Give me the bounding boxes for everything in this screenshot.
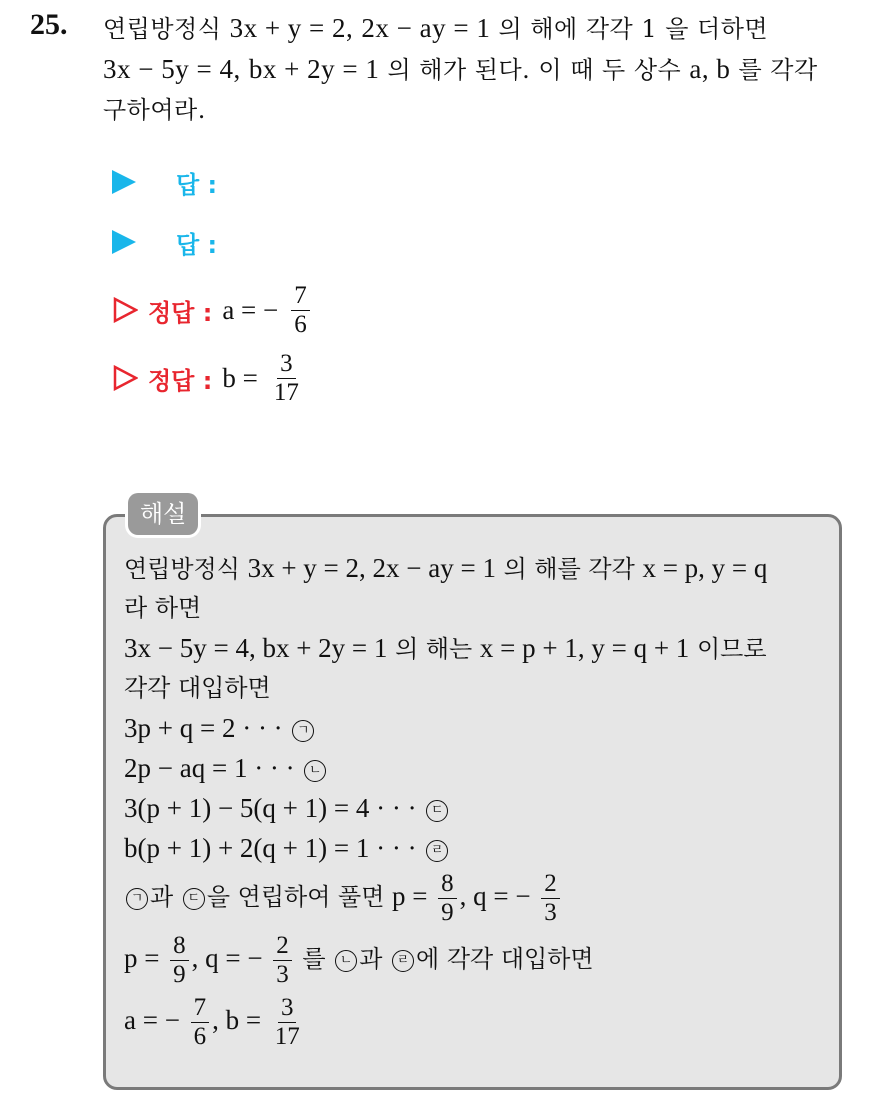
solution-tab-label: 해설	[128, 493, 198, 535]
equation: b(p + 1) + 2(q + 1) = 1 · · ·	[124, 833, 417, 863]
circled-mark-3: ㄷ	[426, 800, 448, 822]
numerator: 2	[541, 870, 560, 899]
numerator: 3	[277, 350, 296, 379]
equation: 2x − ay = 1	[361, 13, 491, 43]
correct-answer-row-b	[112, 350, 305, 406]
equation-line-4	[124, 828, 834, 868]
numerator: 7	[191, 994, 210, 1023]
solution-line: 라 하면	[124, 594, 202, 622]
outline-triangle-icon	[112, 297, 138, 323]
denominator: 9	[173, 961, 186, 988]
problem-text-part: 의 해에 각각 1 을 더하면	[498, 15, 769, 43]
play-triangle-icon	[112, 170, 136, 194]
numerator: 7	[291, 282, 310, 311]
solution-line-result	[124, 992, 834, 1048]
numerator: 8	[170, 932, 189, 961]
equation: 2p − aq = 1 · · ·	[124, 753, 295, 783]
equation: , q = −	[459, 881, 531, 911]
equation: p =	[124, 943, 160, 973]
correct-answer-label: 정답 :	[148, 366, 213, 395]
equation: 3x + y = 2,	[229, 13, 354, 43]
circled-mark-2: ㄴ	[335, 950, 357, 972]
correct-answer-row-a	[112, 282, 313, 338]
answer-row-1	[112, 162, 217, 202]
circled-mark-4: ㄹ	[392, 950, 414, 972]
solution-text: 연립방정식	[124, 555, 240, 583]
circled-mark-3: ㄷ	[183, 888, 205, 910]
equation-line-2	[124, 748, 834, 788]
circled-mark-4: ㄹ	[426, 840, 448, 862]
equation-line-1	[124, 708, 834, 748]
problem-text	[103, 8, 863, 130]
equation-line-3	[124, 788, 834, 828]
problem-number: 25.	[30, 8, 68, 41]
equation: 3x − 5y = 4,	[103, 54, 241, 84]
problem-line-2	[103, 49, 863, 90]
answer-a-lhs: a = −	[222, 294, 279, 325]
denominator: 17	[273, 378, 299, 406]
solution-text: 의 해는	[395, 635, 473, 663]
answer-row-2	[112, 222, 217, 262]
solution-line	[124, 548, 834, 588]
play-triangle-icon	[112, 230, 136, 254]
fraction	[291, 282, 310, 339]
solution-text: 을 연립하여 풀면	[206, 883, 385, 911]
fraction	[191, 994, 210, 1051]
solution-line	[124, 628, 834, 668]
circled-mark-1: ㄱ	[126, 888, 148, 910]
answer-b-lhs: b =	[222, 362, 258, 393]
problem-text-part: 의 해가 된다. 이 때 두 상수	[387, 56, 682, 84]
numerator: 3	[278, 994, 297, 1023]
circled-mark-2: ㄴ	[304, 760, 326, 782]
problem-line-3: 구하여라.	[103, 96, 206, 124]
numerator: 2	[273, 932, 292, 961]
denominator: 6	[294, 310, 307, 338]
problem-text-part: 를 각각	[738, 56, 818, 84]
equation: , b =	[212, 1005, 262, 1035]
equation: 3(p + 1) − 5(q + 1) = 4 · · ·	[124, 793, 417, 823]
solution-line-solve	[124, 868, 834, 924]
circled-mark-1: ㄱ	[292, 720, 314, 742]
correct-answer-label: 정답 :	[148, 298, 213, 327]
fraction	[272, 994, 303, 1051]
equation: bx + 2y = 1	[248, 54, 380, 84]
denominator: 17	[274, 1023, 300, 1050]
numerator: 8	[438, 870, 457, 899]
problem-text-part: 연립방정식	[103, 15, 222, 43]
variables: a, b	[689, 54, 731, 84]
equation: a = −	[124, 1005, 180, 1035]
answer-label: 답 :	[176, 170, 218, 199]
fraction	[273, 932, 292, 989]
solution-text: 과	[150, 883, 174, 911]
solution-line-substitute	[124, 930, 834, 986]
equation: p =	[392, 881, 428, 911]
fraction	[438, 870, 457, 927]
denominator: 9	[441, 899, 454, 926]
denominator: 6	[193, 1023, 207, 1050]
solution-line: 각각 대입하면	[124, 674, 271, 702]
equation: , q = −	[191, 943, 263, 973]
equation: x = p, y = q	[642, 553, 768, 583]
solution-text: 를	[302, 945, 326, 973]
solution-text: 이므로	[696, 635, 767, 663]
equation: x = p + 1, y = q + 1	[479, 633, 690, 663]
solution-text: 의 해를 각각	[503, 555, 635, 583]
fraction	[170, 932, 189, 989]
equation: 3x − 5y = 4, bx + 2y = 1	[124, 633, 388, 663]
fraction	[271, 350, 302, 407]
equation: 3p + q = 2 · · ·	[124, 713, 283, 743]
solution-text: 에 각각 대입하면	[416, 945, 594, 973]
solution-content	[124, 548, 834, 1048]
outline-triangle-icon	[112, 365, 138, 391]
denominator: 3	[276, 961, 289, 988]
denominator: 3	[544, 899, 557, 926]
fraction	[541, 870, 560, 927]
problem-line-1	[103, 8, 863, 49]
answer-label: 답 :	[176, 230, 218, 259]
equation: 3x + y = 2, 2x − ay = 1	[247, 553, 496, 583]
solution-text: 과	[359, 945, 383, 973]
